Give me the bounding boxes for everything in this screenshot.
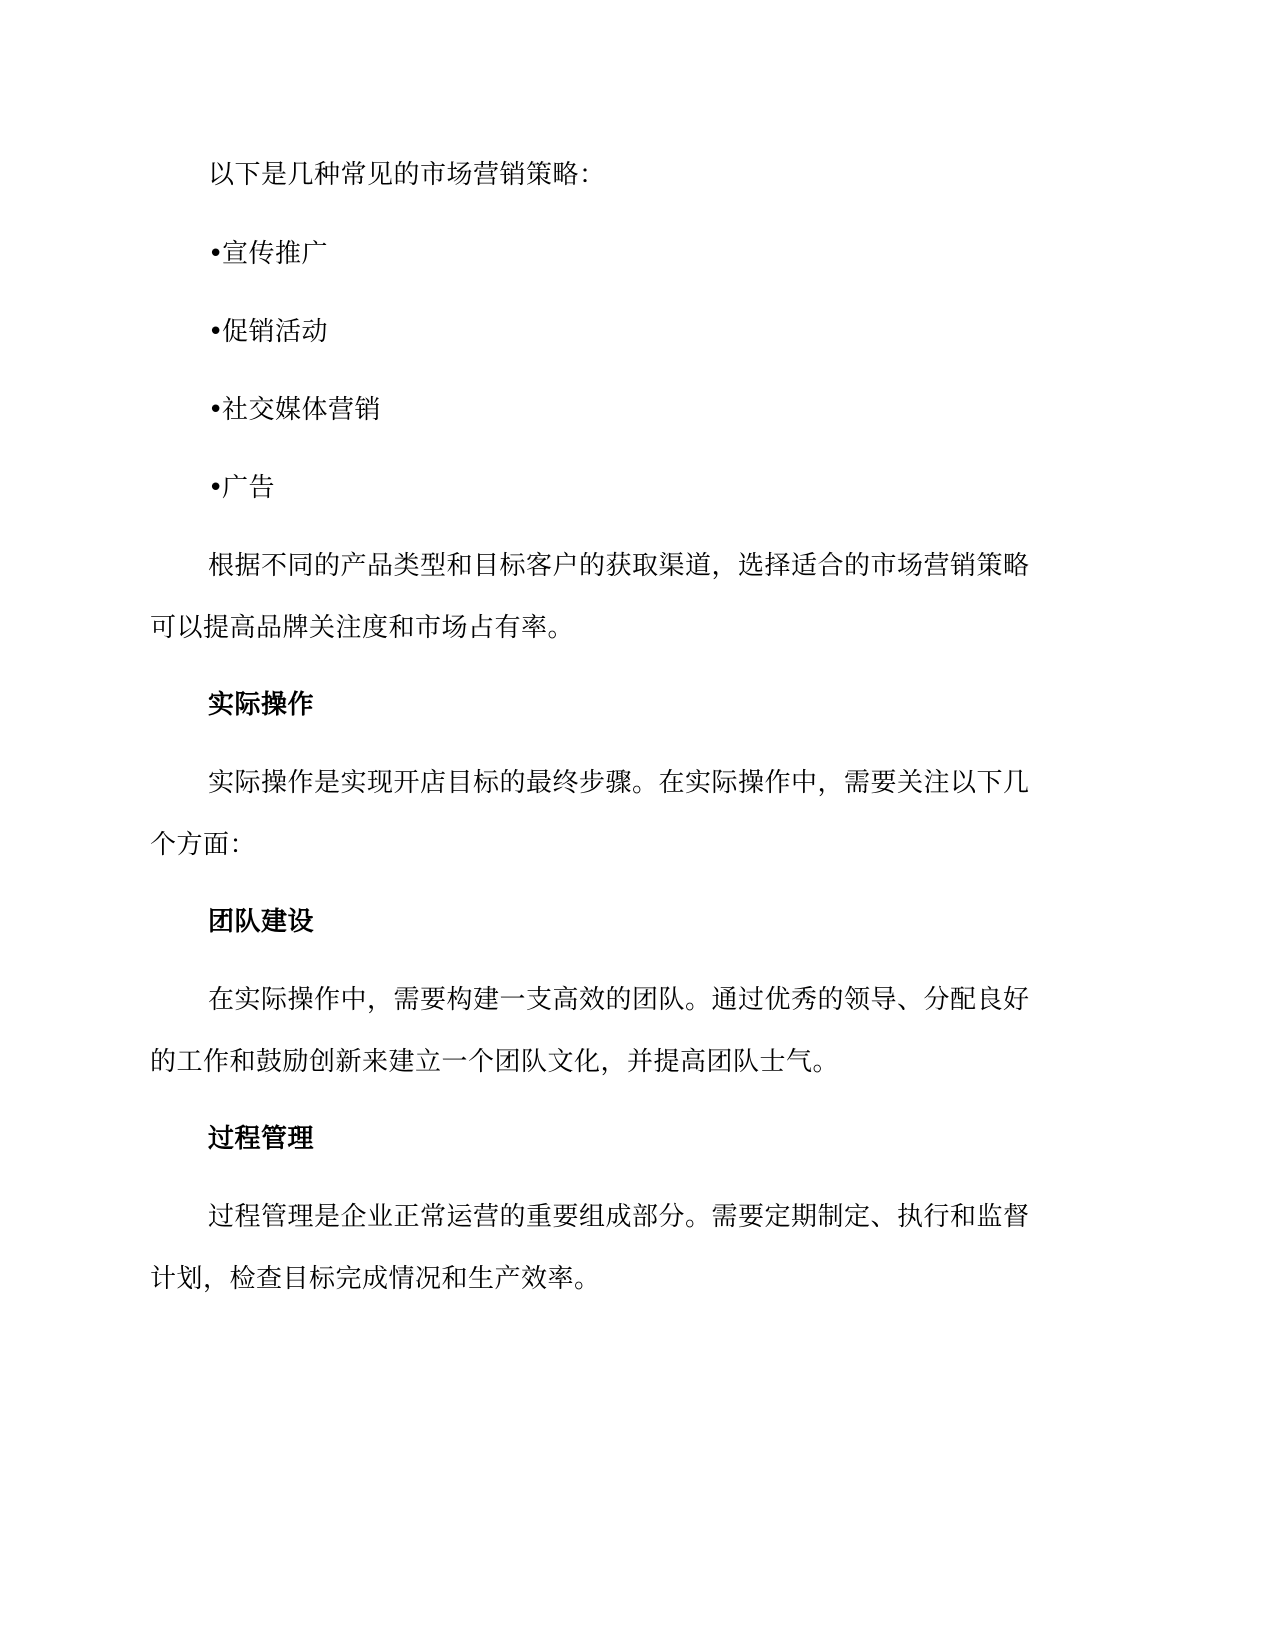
section-heading: 过程管理 [208,1124,315,1154]
paragraph-line: 计划，检查目标完成情况和生产效率。 [150,1264,601,1294]
paragraph-line: 个方面： [150,830,257,860]
intro-text: 以下是几种常见的市场营销策略： [208,160,606,190]
paragraph-line: 可以提高品牌关注度和市场占有率。 [150,613,575,643]
list-item [208,316,328,348]
list-item-label: 社交媒体营销 [222,395,382,425]
paragraph-line: 实际操作是实现开店目标的最终步骤。在实际操作中，需要关注以下几 [208,768,1030,798]
bullet-icon: • [208,239,224,269]
paragraph-line: 的工作和鼓励创新来建立一个团队文化，并提高团队士气。 [150,1047,840,1077]
paragraph-line: 过程管理是企业正常运营的重要组成部分。需要定期制定、执行和监督 [208,1202,1030,1232]
bullet-icon: • [208,317,224,347]
paragraph-line: 根据不同的产品类型和目标客户的获取渠道，选择适合的市场营销策略 [208,551,1030,581]
section-heading: 团队建设 [208,907,315,937]
list-item [208,472,275,504]
bullet-icon: • [208,473,224,503]
section-heading: 实际操作 [208,690,315,720]
list-item-label: 宣传推广 [222,239,329,269]
list-item-label: 促销活动 [222,317,329,347]
bullet-icon: • [208,395,224,425]
list-item-label: 广告 [222,473,276,503]
list-item [208,394,381,426]
paragraph-line: 在实际操作中，需要构建一支高效的团队。通过优秀的领导、分配良好 [208,985,1030,1015]
list-item [208,238,328,270]
